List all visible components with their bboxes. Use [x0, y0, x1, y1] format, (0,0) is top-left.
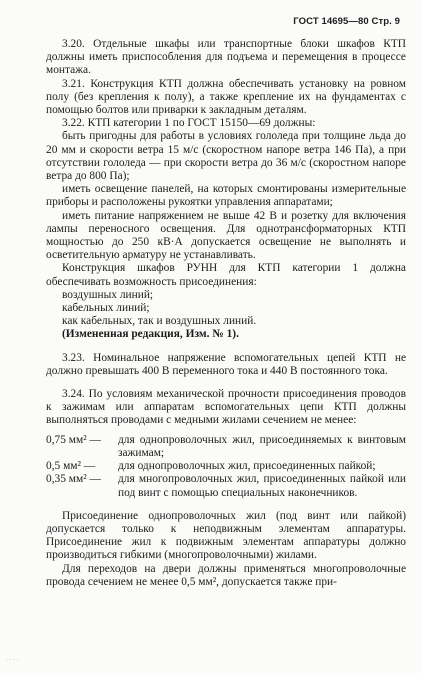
- wire-section-size: 0,5 мм² —: [46, 460, 96, 473]
- wire-section-desc: для однопроволочных жил, присоединенных пайкой;: [118, 460, 376, 473]
- page-header: ГОСТ 14695—80 Стр. 9: [293, 16, 400, 27]
- list-item-both-lines: как кабельных, так и воздушных линий.: [62, 315, 257, 328]
- list-item-cable-lines: кабельных линий;: [62, 302, 150, 315]
- paragraph-3-23: 3.23. Номинальное напряжение вспомогательных цепей КТП не должно превышать 400 В переменного тока и 440 В постоянного тока.: [46, 351, 406, 377]
- paragraph-door-transition: Для переходов на двери должны применяться многопроволочные провода сечением не менее 0,5 мм², допускается также при-: [46, 562, 406, 588]
- paragraph-3-22: 3.22. КТП категории 1 по ГОСТ 15150—69 должны:: [62, 117, 316, 130]
- wire-section-size: 0,35 мм² —: [46, 473, 101, 486]
- wire-section-item: [46, 434, 406, 460]
- wire-section-desc: для однопроволочных жил, присоединяемых к винтовым зажимам;: [118, 433, 406, 459]
- paragraph-single-wire: Присоединение однопроволочных жил (под винт или пайкой) допускается только к неподвижным элементам аппаратуры. Присоединение жил к подвижным элементам аппаратуры должно производиться гибкими (многопроволочными) жилами.: [46, 509, 406, 562]
- requirement-power: иметь питание напряжением не выше 42 В и розетку для включения лампы переносного освещения. Для однотрансформаторных КТП мощностью до 250 кВ·А допускается освещение не выполнять и осветительную арматуру не устанавливать.: [46, 209, 406, 262]
- paragraph-3-20: 3.20. Отдельные шкафы или транспортные блоки шкафов КТП должны иметь приспособления для подъема и перемещения в процессе монтажа.: [46, 38, 406, 77]
- requirement-lighting: иметь освещение панелей, на которых смонтированы измерительные приборы и расположены рукоятки управления аппаратами;: [46, 183, 406, 209]
- amendment-note: (Измененная редакция, Изм. № 1).: [62, 328, 239, 341]
- wire-section-size: 0,75 мм² —: [46, 433, 101, 446]
- wire-section-item: [46, 473, 406, 499]
- requirement-ice-wind: быть пригодны для работы в условиях гололеда при толщине льда до 20 мм и скорости ветра 15 м/с (скоростном напоре ветра 146 Па), а при отсутствии гололеда — при скорости ветра до 36 м/с (скоростном напоре ветра до 800 Па);: [46, 130, 406, 183]
- wire-section-desc: для многопроволочных жил, присоединенных пайкой или под винт с помощью специальных наконечников.: [118, 473, 406, 499]
- list-item-air-lines: воздушных линий;: [62, 288, 154, 301]
- wire-section-list: [46, 434, 406, 500]
- document-body: [46, 38, 406, 589]
- paragraph-3-24: 3.24. По условиям механической прочности присоединения проводов к зажимам или аппаратам вспомогательных цепи КТП должны выполняться проводами с медными жилами сечением не менее:: [46, 388, 406, 427]
- wire-section-item: [46, 460, 406, 473]
- scan-mark: · · · ·: [6, 657, 19, 663]
- paragraph-runn: Конструкция шкафов РУНН для КТП категории 1 должна обеспечивать возможность присоединения:: [46, 262, 406, 288]
- paragraph-3-21: 3.21. Конструкция КТП должна обеспечивать установку на ровном полу (без крепления к полу), а также крепление их на фундаментах с помощью болтов или приварки к закладным деталям.: [46, 77, 406, 117]
